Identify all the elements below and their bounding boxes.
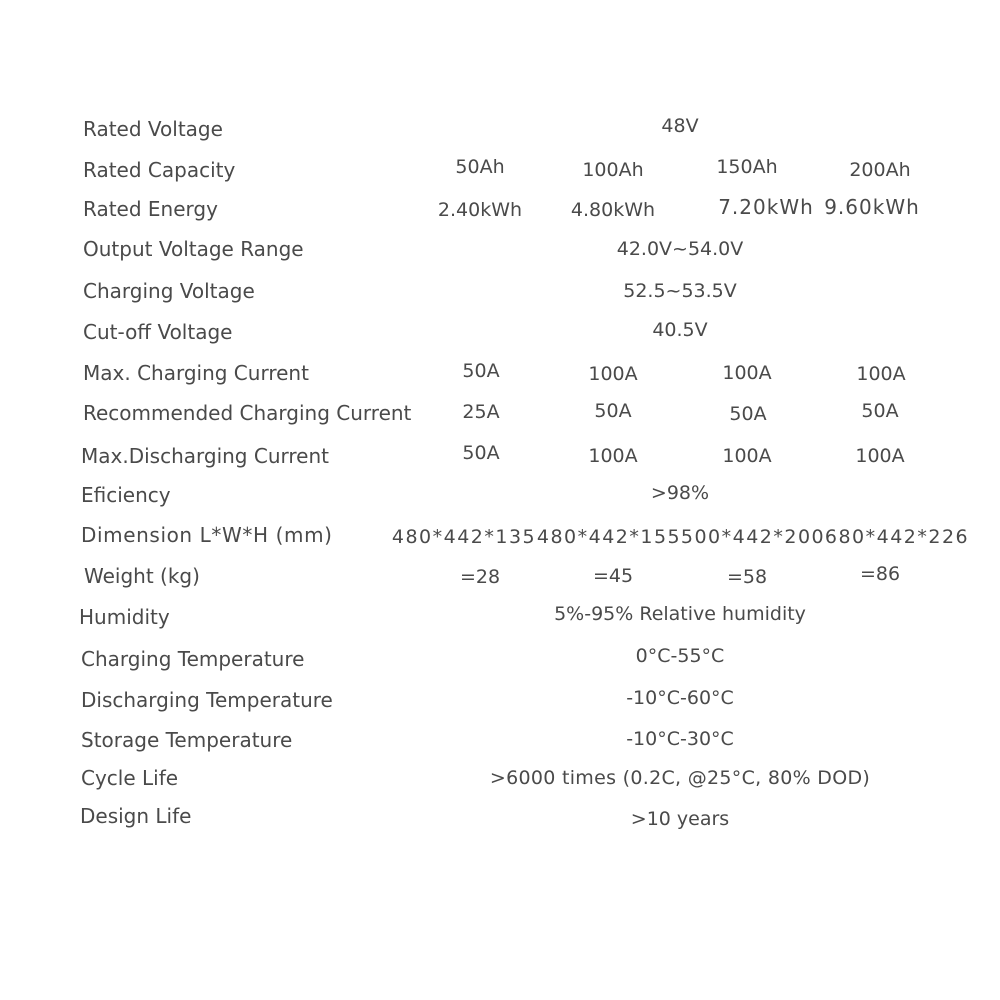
spec-label: Weight (kg) xyxy=(84,564,200,588)
spec-value-200ah: 50A xyxy=(861,400,899,422)
spec-value-100ah: 50A xyxy=(594,400,632,422)
spec-value-100ah: 100Ah xyxy=(582,159,644,181)
spec-value-50ah: 50Ah xyxy=(455,156,505,178)
spec-value-150ah: =58 xyxy=(726,566,768,588)
spec-value-150ah: 100A xyxy=(722,362,772,384)
spec-row-dimension xyxy=(0,520,1000,550)
spec-value-200ah: 680*442*226 xyxy=(824,526,970,548)
spec-label: Max. Charging Current xyxy=(83,361,309,385)
spec-row-rated-capacity xyxy=(0,155,1000,185)
spec-value-150ah: 500*442*200 xyxy=(680,526,826,548)
spec-row-output-voltage-range xyxy=(0,234,1000,264)
spec-label: Max.Discharging Current xyxy=(81,444,329,468)
spec-row-charging-voltage xyxy=(0,276,1000,306)
spec-value: >98% xyxy=(650,482,710,504)
spec-value-150ah: 7.20kWh xyxy=(718,195,814,219)
spec-label: Output Voltage Range xyxy=(83,237,304,261)
spec-label: Cycle Life xyxy=(81,766,179,790)
spec-value-100ah: 480*442*155 xyxy=(536,526,682,548)
spec-value: -10°C-30°C xyxy=(626,728,734,750)
spec-label: Rated Energy xyxy=(83,197,218,221)
spec-label: Storage Temperature xyxy=(81,728,293,752)
spec-label: Dimension L*W*H (mm) xyxy=(81,523,333,547)
spec-label: Charging Voltage xyxy=(83,279,255,303)
spec-value: 0°C-55°C xyxy=(635,645,725,667)
spec-label: Discharging Temperature xyxy=(81,688,333,712)
spec-row-max-charging-current xyxy=(0,358,1000,388)
spec-value: 40.5V xyxy=(652,319,708,341)
spec-value-50ah: 50A xyxy=(462,442,500,464)
spec-value-50ah: 50A xyxy=(462,360,500,382)
spec-value-100ah: 4.80kWh xyxy=(570,199,656,221)
spec-label: Design Life xyxy=(80,804,192,828)
spec-value-100ah: 100A xyxy=(588,363,638,385)
spec-row-storage-temperature xyxy=(0,725,1000,755)
spec-row-humidity xyxy=(0,602,1000,632)
spec-value: -10°C-60°C xyxy=(626,687,734,709)
spec-value: >10 years xyxy=(630,808,730,830)
spec-row-charging-temperature xyxy=(0,644,1000,674)
spec-value: 48V xyxy=(661,115,699,137)
spec-value-150ah: 50A xyxy=(729,403,767,425)
spec-value-50ah: =28 xyxy=(459,566,501,588)
spec-row-design-life xyxy=(0,801,1000,831)
spec-row-cycle-life xyxy=(0,763,1000,793)
spec-value: >6000 times (0.2C, @25°C, 80% DOD) xyxy=(489,767,871,789)
spec-value-150ah: 150Ah xyxy=(716,156,778,178)
spec-value: 42.0V~54.0V xyxy=(616,238,744,260)
spec-label: Humidity xyxy=(79,605,170,629)
spec-value-50ah: 2.40kWh xyxy=(437,199,523,221)
spec-label: Recommended Charging Current xyxy=(83,401,412,425)
spec-value-200ah: 200Ah xyxy=(849,159,911,181)
spec-label: Rated Capacity xyxy=(83,158,236,182)
spec-label: Rated Voltage xyxy=(83,117,223,141)
spec-row-max-discharging-current xyxy=(0,441,1000,471)
spec-row-weight xyxy=(0,561,1000,591)
spec-value-200ah: 100A xyxy=(856,363,906,385)
spec-row-cut-off-voltage xyxy=(0,317,1000,347)
spec-value-150ah: 100A xyxy=(722,445,772,467)
spec-row-rated-voltage xyxy=(0,114,1000,144)
spec-label: Eficiency xyxy=(81,483,171,507)
spec-row-efficiency xyxy=(0,480,1000,510)
spec-value-100ah: =45 xyxy=(592,565,634,587)
spec-value-200ah: =86 xyxy=(859,563,901,585)
spec-value-50ah: 25A xyxy=(462,401,500,423)
spec-row-discharging-temperature xyxy=(0,685,1000,715)
spec-value-200ah: 100A xyxy=(855,445,905,467)
spec-value: 52.5~53.5V xyxy=(623,280,737,302)
spec-value-50ah: 480*442*135 xyxy=(391,526,537,548)
spec-row-rated-energy xyxy=(0,194,1000,224)
spec-label: Charging Temperature xyxy=(81,647,305,671)
spec-value: 5%-95% Relative humidity xyxy=(554,603,806,625)
spec-label: Cut-off Voltage xyxy=(83,320,233,344)
spec-row-recommended-charging-current xyxy=(0,398,1000,428)
spec-value-100ah: 100A xyxy=(588,445,638,467)
spec-value-200ah: 9.60kWh xyxy=(824,195,920,219)
